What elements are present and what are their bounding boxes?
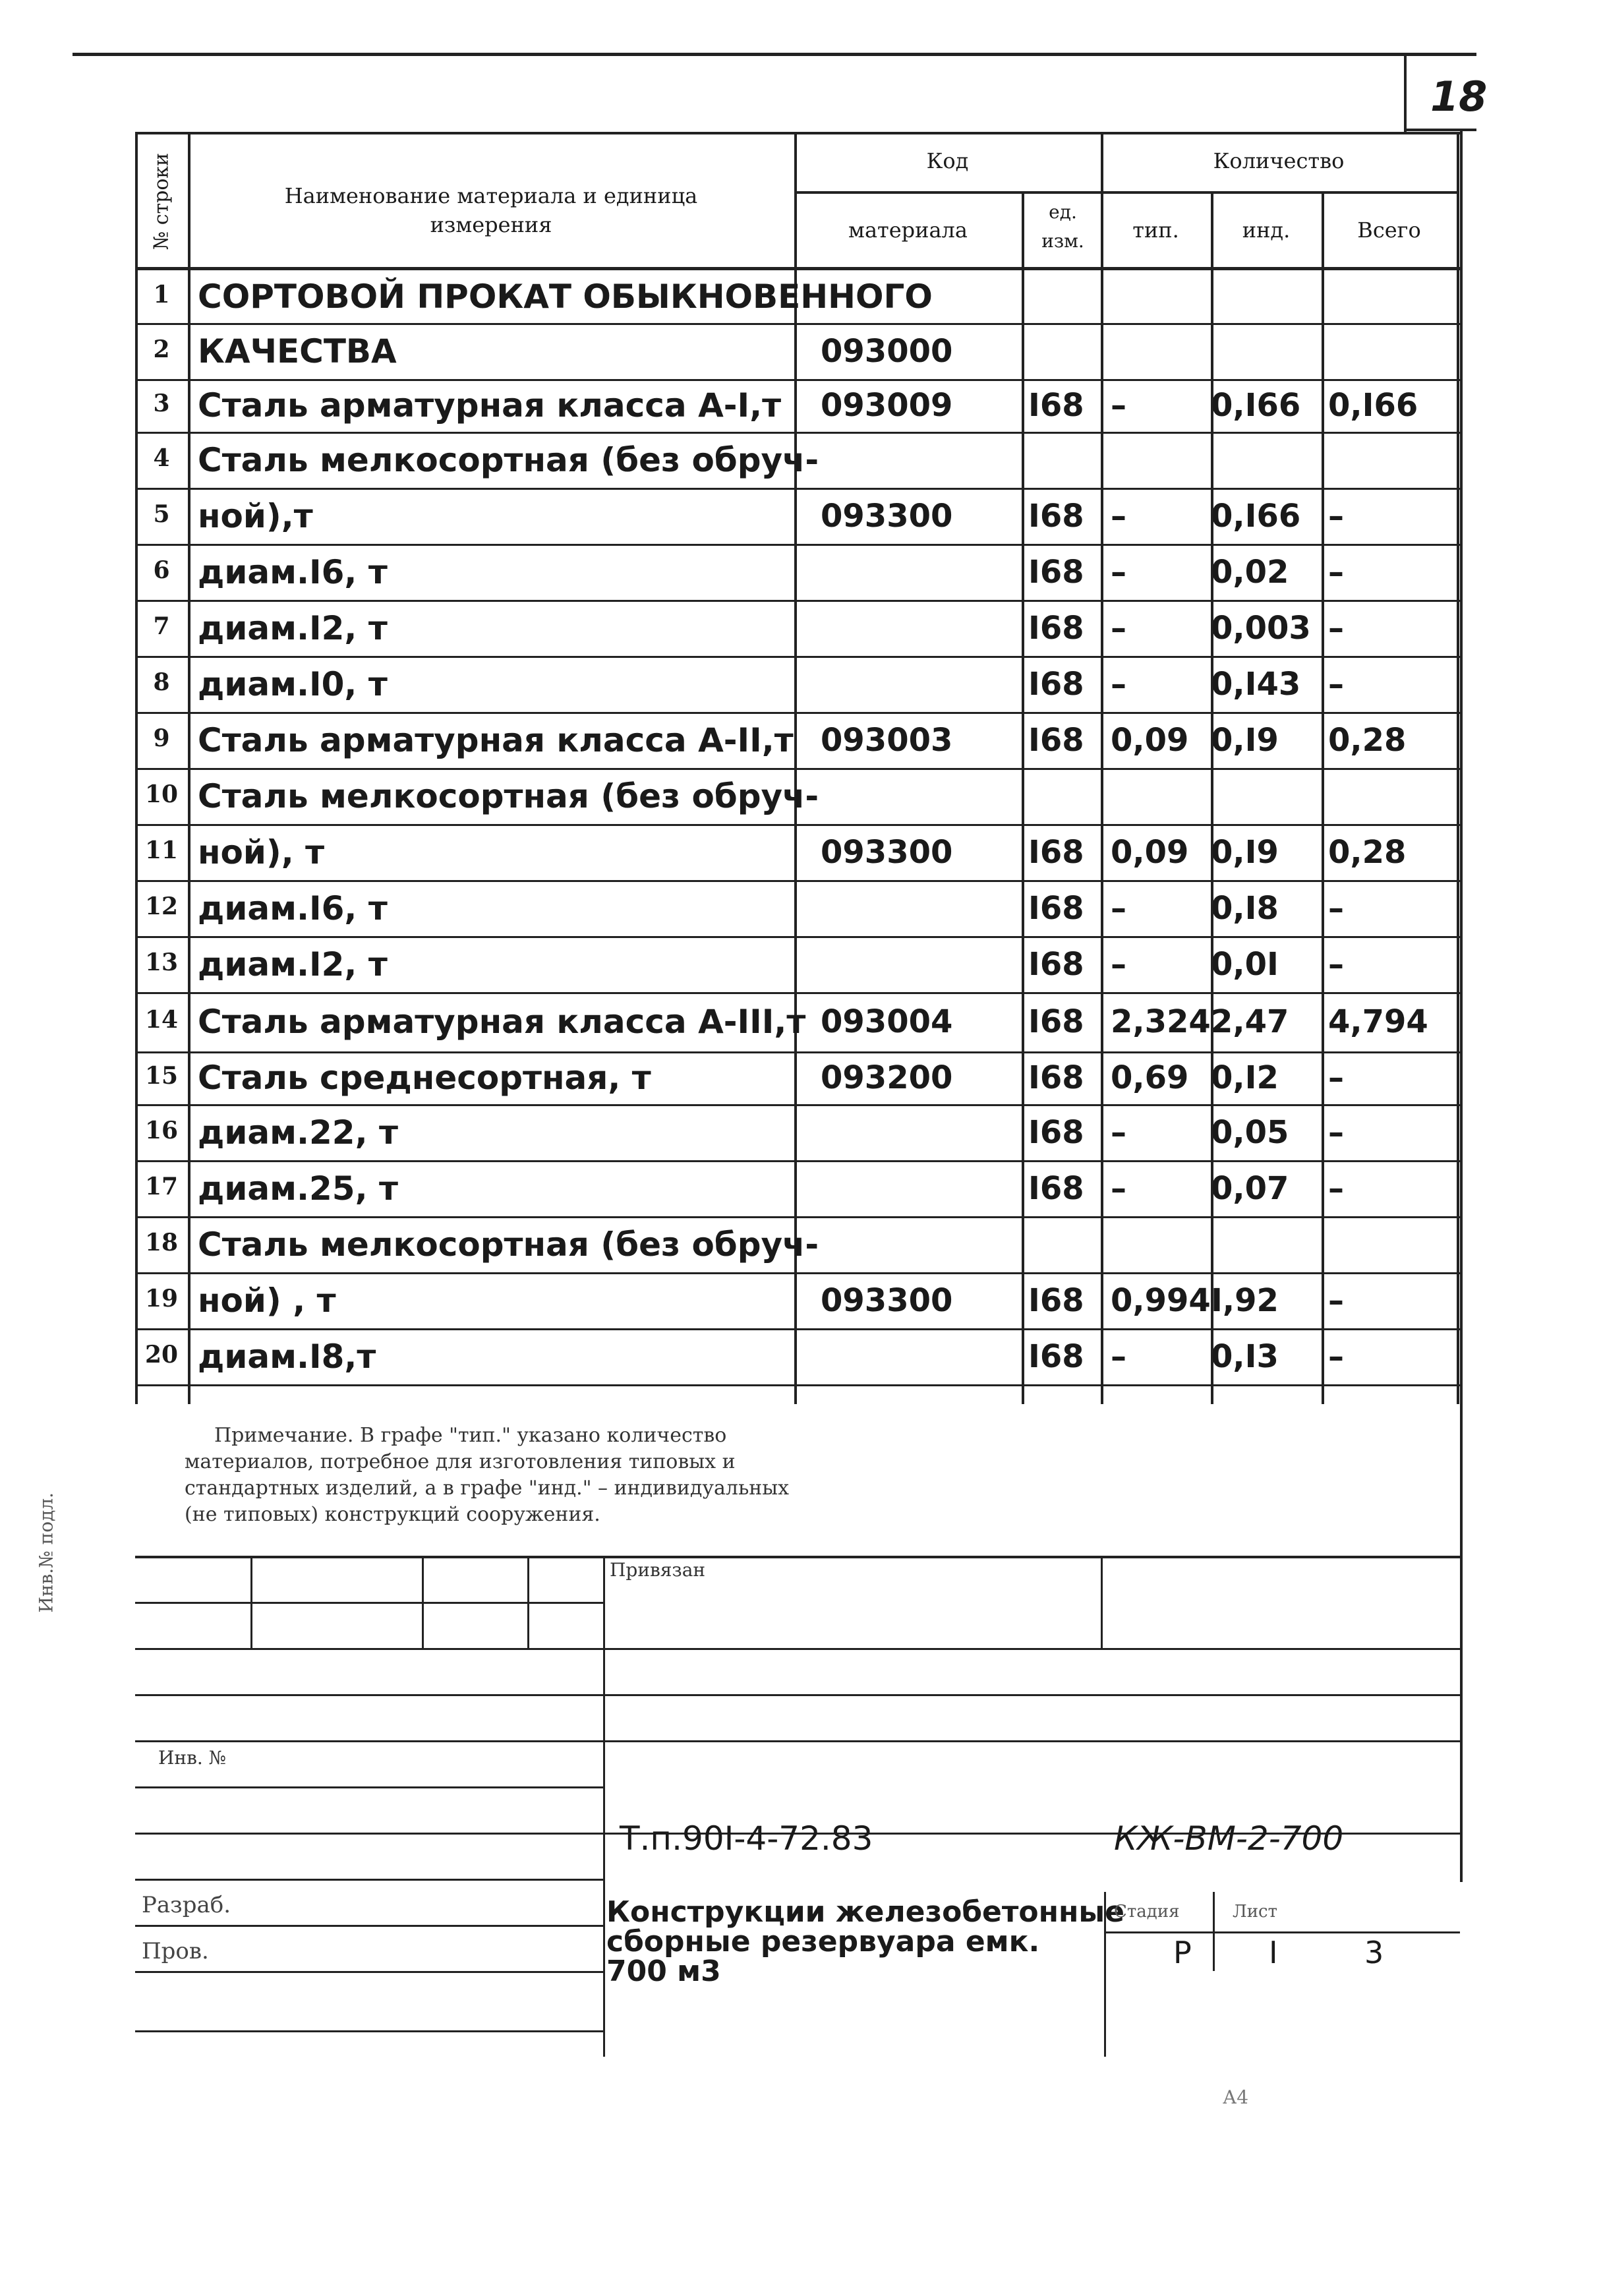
- row-number: 14: [144, 1006, 179, 1034]
- row-number: 7: [153, 612, 170, 640]
- table-row: [135, 1160, 1460, 1216]
- table-row: [135, 1328, 1460, 1384]
- row-total-qty: –: [1328, 553, 1344, 591]
- row-name: диам.I8,т: [198, 1337, 376, 1376]
- row-code: 093003: [821, 721, 953, 759]
- row-unit: I68: [1028, 609, 1084, 647]
- table-row: [135, 768, 1460, 824]
- name-column-header: Наименование материала и единица измерения: [284, 183, 698, 237]
- row-number: 2: [153, 335, 170, 363]
- stamp-left-row-label: Разраб.: [142, 1892, 231, 1918]
- row-unit: I68: [1028, 497, 1084, 535]
- row-number: 19: [144, 1284, 179, 1312]
- row-name: ной), т: [198, 833, 325, 871]
- inv-number-label: Инв. №: [158, 1747, 227, 1769]
- row-ind-qty: 0,I66: [1211, 387, 1301, 424]
- row-total-qty: –: [1328, 1338, 1344, 1375]
- row-ind-qty: 0,I2: [1211, 1059, 1279, 1096]
- row-number: 12: [144, 892, 179, 920]
- row-code: 093300: [821, 1281, 953, 1319]
- row-number: 6: [153, 556, 170, 584]
- row-tip-qty: –: [1111, 1113, 1126, 1151]
- row-name: диам.I0, т: [198, 664, 388, 703]
- row-code: 093009: [821, 387, 953, 424]
- table-row: [135, 656, 1460, 712]
- table-row: [135, 712, 1460, 768]
- row-number: 3: [153, 390, 170, 417]
- row-tip-qty: –: [1111, 609, 1126, 647]
- row-name: диам.22, т: [198, 1113, 398, 1152]
- quantity-group-header: Количество: [1213, 148, 1345, 173]
- quantity-tip-header: тип.: [1132, 218, 1179, 243]
- row-total-qty: –: [1328, 609, 1344, 647]
- row-number-header: № строки: [150, 152, 173, 250]
- stage-label: Стадия: [1114, 1902, 1180, 1922]
- row-name: Сталь арматурная класса А-II,т: [198, 721, 794, 759]
- row-name: Сталь арматурная класса А-III,т: [198, 1003, 806, 1041]
- table-row: [135, 1104, 1460, 1160]
- row-name: ной),т: [198, 496, 313, 535]
- row-number: 20: [144, 1340, 179, 1369]
- row-ind-qty: I,92: [1211, 1281, 1279, 1319]
- row-unit: I68: [1028, 1338, 1084, 1375]
- sheet-number: 18: [1430, 73, 1488, 121]
- row-unit: I68: [1028, 1113, 1084, 1151]
- row-tip-qty: –: [1111, 1338, 1126, 1375]
- row-name: ной) , т: [198, 1281, 336, 1320]
- row-tip-qty: –: [1111, 665, 1126, 703]
- row-name: КАЧЕСТВА: [198, 332, 397, 370]
- note-line: (не типовых) конструкций сооружения.: [185, 1503, 600, 1526]
- row-name: Сталь арматурная класса А-I,т: [198, 386, 782, 425]
- sheet-code: КЖ-ВМ-2-700: [1114, 1819, 1344, 1858]
- table-row: [135, 1272, 1460, 1328]
- row-ind-qty: 0,02: [1211, 553, 1289, 591]
- table-row: [135, 824, 1460, 880]
- row-name: Сталь среднесортная, т: [198, 1059, 651, 1097]
- row-ind-qty: 0,05: [1211, 1113, 1289, 1151]
- row-tip-qty: –: [1111, 1169, 1126, 1207]
- sheet-value: I: [1269, 1935, 1278, 1970]
- row-unit: I68: [1028, 553, 1084, 591]
- row-tip-qty: 0,09: [1111, 721, 1189, 759]
- side-label: Инв.№ подл.: [35, 1492, 57, 1613]
- row-tip-qty: –: [1111, 889, 1126, 927]
- table-row: [135, 323, 1460, 379]
- row-unit: I68: [1028, 1003, 1084, 1040]
- stage-value: Р: [1173, 1935, 1192, 1970]
- row-number: 15: [144, 1062, 179, 1090]
- table-row: [135, 488, 1460, 544]
- row-unit: I68: [1028, 1281, 1084, 1319]
- row-total-qty: 0,28: [1328, 721, 1407, 759]
- table-row: [135, 379, 1460, 432]
- row-ind-qty: 0,I43: [1211, 665, 1301, 703]
- row-name: диам.I6, т: [198, 889, 388, 927]
- row-ind-qty: 2,47: [1211, 1003, 1289, 1040]
- table-row: [135, 1216, 1460, 1272]
- row-tip-qty: –: [1111, 497, 1126, 535]
- row-code: 093200: [821, 1059, 953, 1096]
- stamp-left-row-label: Пров.: [142, 1938, 209, 1964]
- materials-table: [135, 132, 1460, 1404]
- row-name: диам.25, т: [198, 1169, 398, 1208]
- title-line: Конструкции железобетонные: [606, 1895, 1125, 1929]
- row-tip-qty: 0,994: [1111, 1281, 1211, 1319]
- row-ind-qty: 0,I8: [1211, 889, 1279, 927]
- table-row: [135, 432, 1460, 488]
- title-line: 700 м3: [606, 1955, 721, 1988]
- sheet-label: Лист: [1233, 1902, 1277, 1922]
- table-row: [135, 1051, 1460, 1104]
- row-name: СОРТОВОЙ ПРОКАТ ОБЫКНОВЕННОГО: [198, 278, 933, 316]
- row-total-qty: –: [1328, 889, 1344, 927]
- row-ind-qty: 0,0I: [1211, 945, 1279, 983]
- row-name: Сталь мелкосортная (без обруч-: [198, 440, 819, 479]
- row-total-qty: 4,794: [1328, 1003, 1428, 1040]
- row-number: 1: [153, 281, 170, 309]
- row-tip-qty: 0,69: [1111, 1059, 1189, 1096]
- row-code: 093300: [821, 497, 953, 535]
- code-material-header: материала: [848, 218, 968, 243]
- row-name: диам.I2, т: [198, 945, 388, 984]
- row-number: 9: [153, 724, 170, 752]
- row-ind-qty: 0,I9: [1211, 721, 1279, 759]
- row-total-qty: –: [1328, 1059, 1344, 1096]
- row-name: Сталь мелкосортная (без обруч-: [198, 777, 819, 815]
- row-code: 093000: [821, 332, 953, 370]
- row-number: 10: [144, 780, 179, 808]
- stamp-block: [0, 1556, 1603, 2057]
- quantity-ind-header: инд.: [1242, 218, 1291, 243]
- note-line: Примечание. В графе "тип." указано количество: [214, 1424, 727, 1447]
- row-name: диам.I2, т: [198, 608, 388, 647]
- code-group-header: Код: [926, 148, 969, 173]
- row-tip-qty: –: [1111, 387, 1126, 424]
- table-row: [135, 880, 1460, 936]
- note-line: стандартных изделий, а в графе "инд." – индивидуальных: [185, 1477, 790, 1500]
- row-total-qty: –: [1328, 665, 1344, 703]
- row-tip-qty: –: [1111, 945, 1126, 983]
- row-total-qty: –: [1328, 1169, 1344, 1207]
- row-total-qty: 0,I66: [1328, 387, 1418, 424]
- bottom-mark: А4: [1223, 2086, 1249, 2108]
- row-unit: I68: [1028, 833, 1084, 871]
- row-ind-qty: 0,I3: [1211, 1338, 1279, 1375]
- row-ind-qty: 0,I9: [1211, 833, 1279, 871]
- row-number: 5: [153, 500, 170, 528]
- row-number: 11: [144, 836, 179, 864]
- row-total-qty: –: [1328, 1281, 1344, 1319]
- row-tip-qty: 2,324: [1111, 1003, 1211, 1040]
- row-ind-qty: 0,I66: [1211, 497, 1301, 535]
- row-unit: I68: [1028, 721, 1084, 759]
- row-tip-qty: 0,09: [1111, 833, 1189, 871]
- privyazan-label: Привязан: [610, 1559, 706, 1581]
- row-ind-qty: 0,003: [1211, 609, 1311, 647]
- row-number: 17: [144, 1172, 179, 1200]
- row-code: 093004: [821, 1003, 953, 1040]
- row-unit: I68: [1028, 1169, 1084, 1207]
- table-row: [135, 936, 1460, 992]
- row-code: 093300: [821, 833, 953, 871]
- row-total-qty: –: [1328, 497, 1344, 535]
- sheets-value: 3: [1364, 1935, 1384, 1970]
- row-unit: I68: [1028, 665, 1084, 703]
- document-code: Т.п.90I-4-72.83: [620, 1819, 873, 1858]
- row-total-qty: –: [1328, 945, 1344, 983]
- row-name: Сталь мелкосортная (без обруч-: [198, 1225, 819, 1264]
- row-total-qty: 0,28: [1328, 833, 1407, 871]
- table-row: [135, 270, 1460, 323]
- quantity-total-header: Всего: [1357, 218, 1421, 243]
- row-ind-qty: 0,07: [1211, 1169, 1289, 1207]
- code-unit-header: ед. изм.: [1041, 201, 1084, 252]
- row-unit: I68: [1028, 387, 1084, 424]
- row-unit: I68: [1028, 889, 1084, 927]
- row-number: 13: [144, 948, 179, 976]
- row-name: диам.I6, т: [198, 552, 388, 591]
- row-number: 16: [144, 1116, 179, 1144]
- row-number: 4: [153, 444, 170, 472]
- note-block: [135, 1404, 1460, 1556]
- row-total-qty: –: [1328, 1113, 1344, 1151]
- row-tip-qty: –: [1111, 553, 1126, 591]
- row-unit: I68: [1028, 1059, 1084, 1096]
- table-row: [135, 544, 1460, 600]
- note-line: материалов, потребное для изготовления типовых и: [185, 1450, 736, 1473]
- table-row: [135, 992, 1460, 1051]
- row-number: 18: [144, 1228, 179, 1256]
- row-number: 8: [153, 668, 170, 696]
- table-row: [135, 600, 1460, 656]
- title-line: сборные резервуара емк.: [606, 1925, 1040, 1958]
- row-unit: I68: [1028, 945, 1084, 983]
